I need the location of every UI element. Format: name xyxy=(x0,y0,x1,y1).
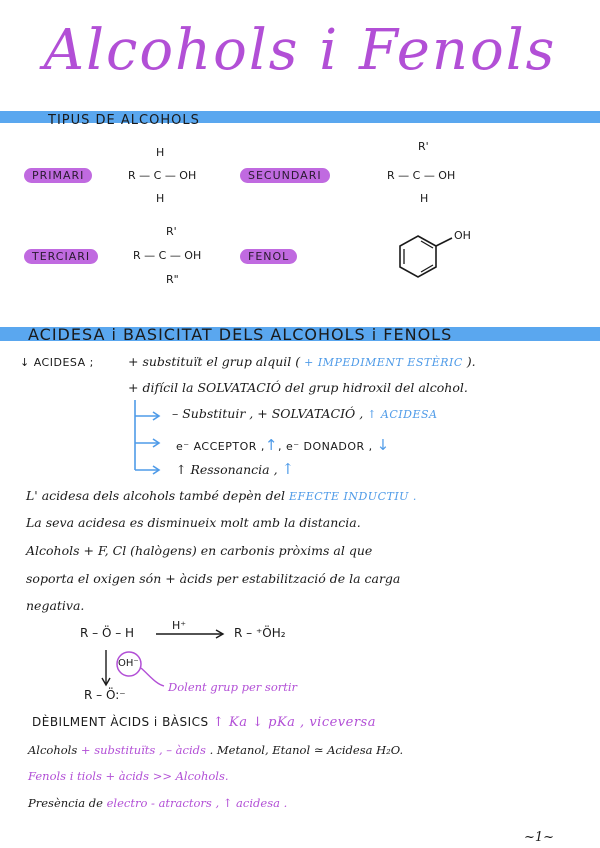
summary-line-4: Presència de electro - atractors , ↑ acidesa . xyxy=(28,796,288,810)
label-terciari: TERCIARI xyxy=(24,249,98,264)
oh-ion: OH⁻ xyxy=(118,658,139,669)
primari-row: R — C — OH xyxy=(128,169,197,182)
primari-bottom: H xyxy=(156,192,165,205)
secundari-bottom: H xyxy=(420,192,429,205)
acidesa-label: ↓ ACIDESA ; xyxy=(20,356,94,369)
summary-line-1: DÈBILMENT ÀCIDS i BÀSICS ↑ Ka ↓ pKa , viceversa xyxy=(32,715,376,730)
paragraph-line-3: Alcohols + F, Cl (halògens) en carbonis pròxims al que xyxy=(26,543,373,558)
label-secundari: SECUNDARI xyxy=(240,168,330,183)
terciari-bottom: R" xyxy=(166,273,179,286)
summary-line-2: Alcohols + substituïts , – àcids . Metanol, Etanol ≃ Acidesa H₂O. xyxy=(28,743,404,757)
page-number: ~1~ xyxy=(524,830,555,845)
paragraph-line-2: La seva acidesa es disminueix molt amb la distancia. xyxy=(26,515,361,530)
section-heading-tipus: TIPUS DE ALCOHOLS xyxy=(48,113,200,128)
reaction-alkoxide: R – Ö:⁻ xyxy=(84,688,126,702)
terciari-top: R' xyxy=(166,225,177,238)
reaction-product: R – ⁺ÖH₂ xyxy=(234,626,286,640)
branch-3: ↑ Ressonancia , ↑ xyxy=(176,460,295,478)
secundari-top: R' xyxy=(418,140,429,153)
acidesa-line1: + substituït el grup alquil ( + IMPEDIMENT ESTÈRIC ). xyxy=(128,354,476,369)
branch-1: – Substituir , + SOLVATACIÓ , ↑ ACIDESA xyxy=(172,406,438,421)
label-fenol: FENOL xyxy=(240,249,297,264)
branch-2: e⁻ ACCEPTOR ,↑, e⁻ DONADOR , ↓ xyxy=(176,436,390,454)
fenol-oh: OH xyxy=(454,229,471,242)
paragraph-line-5: negativa. xyxy=(26,598,85,613)
paragraph-line-4: soporta el oxigen són + àcids per estabilització de la carga xyxy=(26,571,401,586)
summary-line-3: Fenols i tiols + àcids >> Alcohols. xyxy=(28,769,229,783)
paragraph-line-1: L' acidesa dels alcohols també depèn del EFECTE INDUCTIU . xyxy=(26,488,417,503)
primari-top: H xyxy=(156,146,165,159)
terciari-row: R — C — OH xyxy=(133,249,202,262)
section-heading-acidesa: ACIDESA i BASICITAT DELS ALCOHOLS i FENOLS xyxy=(28,325,453,344)
reaction-reactant: R – Ö – H xyxy=(80,626,135,640)
reaction-arrow-label: H⁺ xyxy=(172,619,187,632)
label-primari: PRIMARI xyxy=(24,168,92,183)
reaction-note: Dolent grup per sortir xyxy=(168,680,298,694)
acidesa-line2: + difícil la SOLVATACIÓ del grup hidroxil del alcohol. xyxy=(128,380,468,395)
page-title: Alcohols i Fenols xyxy=(43,18,557,83)
secundari-row: R — C — OH xyxy=(387,169,456,182)
